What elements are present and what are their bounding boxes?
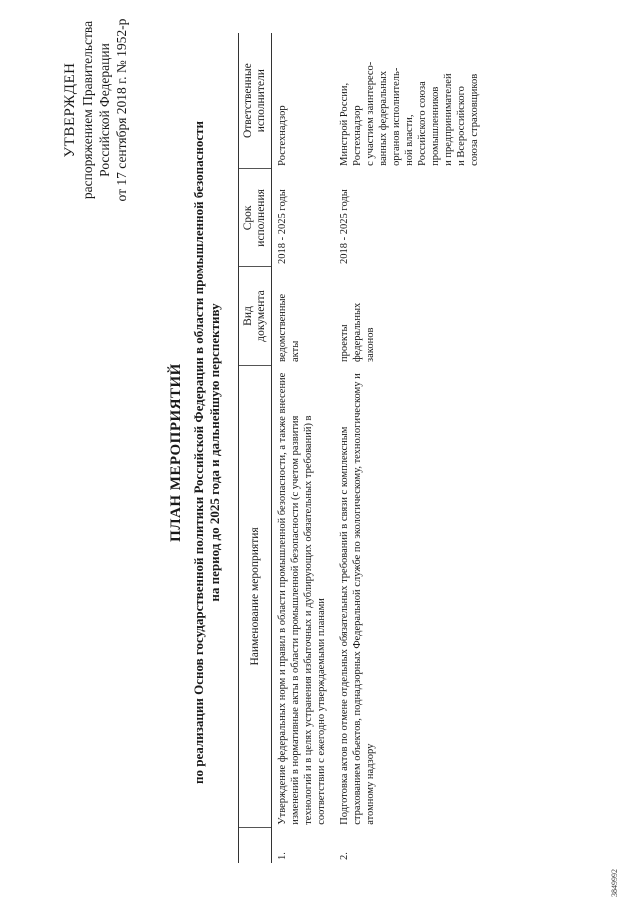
approval-stamp	[62, 0, 130, 225]
approval-line-1: распоряжением Правительства	[80, 20, 95, 200]
approval-line-2: Российской Федерации	[97, 43, 112, 177]
row-number: 1.	[277, 852, 288, 860]
table-header-row	[239, 33, 272, 863]
approval-title: УТВЕРЖДЕН	[62, 62, 78, 158]
row-resp: Ростехнадзор	[277, 105, 288, 166]
row-resp: Минстрой России, Ростехнадзор с участием заинтересо- ванных федеральных органов исполнитель- ной власти, Российского союза промышленников и предпринимателей и Всероссийского союза страховщиков	[339, 61, 480, 166]
row-name: Утверждение федеральных норм и правил в области промышленной безопасности, а также внесение изменений в нормативные акты в области промышленной безопасности (с учетом развития технологий и в целях устранения избыточных и дублирующих обязательных требований) в соответствии с ежегодно утверждаемыми планами	[277, 372, 327, 825]
header-doc: Вид документа	[239, 267, 272, 365]
plan-heading	[168, 40, 223, 865]
row-term: 2018 - 2025 годы	[277, 189, 288, 264]
header-name: Наименование мероприятия	[239, 365, 272, 828]
approval-line-3: от 17 сентября 2018 г. № 1952-р	[114, 18, 129, 202]
row-doc: ведомственные акты	[277, 293, 301, 363]
row-name: Подготовка актов по отмене отдельных обязательных требований в связи с комплексным страхованием объектов, поднадзорных Федеральной службе по экологическому, технологическому и атомному надзору	[339, 373, 376, 825]
header-resp: Ответственные исполнители	[239, 33, 272, 169]
plan-subtitle-2: на период до 2025 года и дальнейшую перспективу	[207, 303, 222, 602]
header-num	[239, 828, 272, 863]
plan-subtitle-1: по реализации Основ государственной политики Российской Федерации в области промышленной безопасности	[191, 121, 206, 784]
plan-title: ПЛАН МЕРОПРИЯТИЙ	[168, 363, 184, 542]
row-doc: проекты федеральных законов	[339, 302, 376, 363]
table-row	[272, 33, 335, 863]
document-code: 3849992	[610, 869, 619, 897]
table-row	[334, 33, 487, 863]
header-term: Срок исполнения	[239, 169, 272, 267]
row-number: 2.	[339, 852, 350, 860]
row-term: 2018 - 2025 годы	[339, 189, 350, 264]
measures-table	[238, 33, 487, 863]
